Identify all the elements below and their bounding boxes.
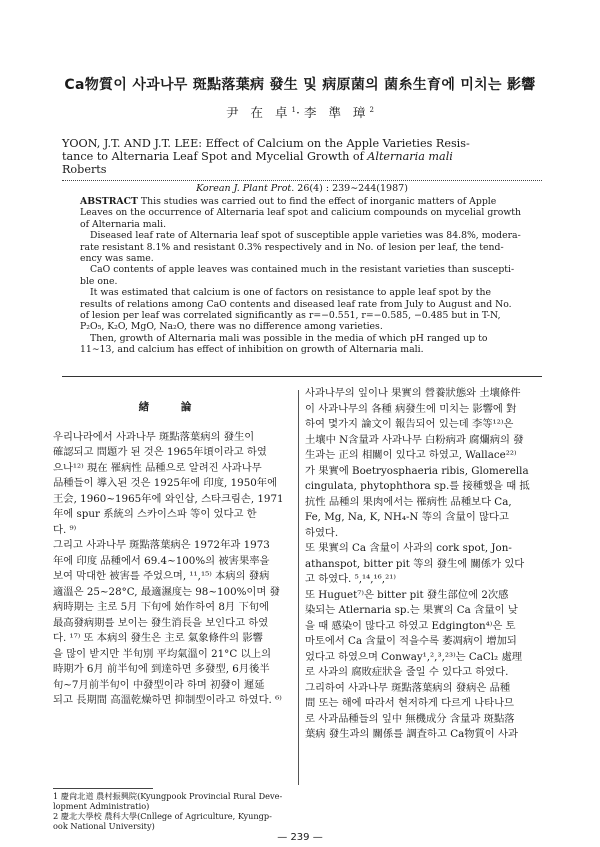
body-line: 고 하였다. ⁵,¹⁴,¹⁶,²¹⁾ [305, 573, 396, 585]
divider [62, 376, 542, 377]
body-line: 로 사과의 腐敗症狀을 줄일 수 있다고 하였다. [305, 666, 509, 678]
abstract-line: CaO contents of apple leaves was contained much in the resistant varieties than suscepti- [90, 264, 515, 276]
body-line: 抗性 品種의 果肉에서는 罹病性 品種보다 Ca, [305, 495, 512, 508]
english-title-line: YOON, J.T. AND J.T. LEE: Effect of Calcium on the Apple Varieties Resis- [62, 137, 470, 150]
english-title-line: tance to Alternaria Leaf Spot and Mycelial Growth of Alternaria mali [62, 150, 453, 163]
abstract-line: Diseased leaf rate of Alternaria leaf spot of susceptible apple varieties was 84.8%, modera- [90, 230, 521, 242]
body-line: 마토에서 Ca 含量이 적을수록 萎凋病이 增加되 [305, 635, 517, 647]
body-line: 葉病 發生과의 關係를 調査하고 Ca物質이 사과 [305, 728, 518, 740]
author-lee-affil: 2 [369, 105, 374, 114]
body-line: 年에 spur 系統의 스카이스파 等이 었다고 한 [53, 508, 257, 520]
divider [62, 180, 542, 181]
footnote-line: 1 慶尙北道 農村振興院(Kyungpook Provincial Rural Deve- [53, 791, 283, 801]
article-title: Ca物質이 사과나무 斑點落葉病 發生 및 病原菌의 菌糸生育에 미치는 影響 [64, 77, 536, 93]
journal-citation: Korean J. Plant Prot. 26(4) : 239∼244(1987) [196, 183, 408, 194]
body-line: 旬∼7月前半旬이 中發型이라 하며 初發이 遲延 [53, 678, 265, 691]
body-line: 가 果實에 Boetryosphaeria ribis, Glomerella [305, 464, 529, 477]
author-yoon-affil: 1 [291, 105, 296, 114]
body-line: Fe, Mg, Na, K, NH₄-N 等의 含量이 많다고 [305, 511, 509, 523]
body-line: 을 때 感染이 많다고 하였고 Edgington⁴⁾은 토 [305, 619, 516, 632]
abstract-line: rate resistant 8.1% and resistant 0.3% respectively and in No. of lesion per leaf, the tend- [80, 241, 504, 253]
body-line: 하여 몇가지 論文이 報告되어 있는데 李等¹²⁾은 [305, 418, 514, 430]
body-line: 生과는 正의 相關이 있다고 하였고, Wallace²²⁾ [305, 449, 517, 461]
body-line: 品種들이 導入된 것은 1925年에 印度, 1950年에 [53, 477, 278, 489]
body-line: 土壤中 N含量과 사과나무 白粉病과 腐爛病의 發 [305, 433, 524, 446]
body-line: athanspot, bitter pit 等의 發生에 關係가 있다 [305, 557, 525, 570]
abstract-line: of lesion per leaf was correlated significantly as r=−0.551, r=−0.585, −0.485 but in T-N, [80, 310, 501, 322]
body-line: cingulata, phytophthora sp.를 接種했을 때 抵 [305, 480, 530, 492]
body-line: 보여 막대한 被害를 주었으며, ¹¹,¹⁵⁾ 本病의 發病 [53, 570, 270, 582]
body-line: 다. ⁹⁾ [53, 523, 77, 536]
body-line: 으나¹²⁾ 現在 罹病性 品種으로 알려진 사과나무 [53, 461, 262, 474]
abstract-line: ency was same. [80, 253, 154, 265]
body-line: 우리나라에서 사과나무 斑點落葉病의 發生이 [53, 430, 255, 443]
body-line: 었다고 하였으며 Conway¹,²,³,²³⁾는 CaCl₂ 處理 [305, 650, 523, 663]
abstract-line: ABSTRACT This studies was carried out to find the effect of inorganic matters of Apple [80, 196, 497, 207]
authors [0, 103, 600, 121]
body-line: 王会, 1960∼1965年에 와인삽, 스타크림손, 1971 [53, 492, 284, 505]
author-lee: 李 準 璋 [303, 105, 370, 120]
body-line: 適溫은 25∼28°C, 最適濕度는 98∼100%이며 發 [53, 585, 280, 598]
body-line: 되고 長期間 高溫乾燥하면 抑制型이라고 하였다. ⁶⁾ [53, 694, 282, 706]
body-line: 그리하여 사과나무 斑點落葉病의 發病은 品種 [305, 681, 511, 694]
page-number: — 239 — [277, 832, 323, 843]
footnote-line: lopment Administratio) [53, 801, 150, 811]
species-name: Alternaria mali [367, 150, 453, 163]
body-line: 또 Huguet⁷⁾은 bitter pit 發生部位에 2次感 [305, 588, 509, 601]
body-line: 染되는 Atlernaria sp.는 果實의 Ca 含量이 낮 [305, 604, 518, 616]
abstract-line: P₂O₅, K₂O, MgO, Na₂O, there was no difference among varieties. [80, 321, 383, 333]
abstract-line: results of relations among CaO contents and diseased leaf rate from July to August and No. [80, 298, 512, 310]
body-line: 病時期는 主로 5月 下旬에 始作하여 8月 下旬에 [53, 601, 269, 613]
body-line: 사과나무의 잎이나 果實의 營養狀態와 土壤條件 [305, 387, 521, 399]
english-title [62, 137, 562, 176]
footnote-divider [53, 788, 153, 789]
english-title-line: Roberts [62, 163, 107, 176]
abstract [80, 196, 545, 356]
author-yoon: 尹 在 卓 [226, 105, 292, 120]
body-line: 最高發病期를 보이는 發生消長을 보인다고 하였 [53, 616, 269, 629]
body-line: 그리고 사과나무 斑點落葉病은 1972年과 1973 [53, 539, 270, 551]
footnote-line: 2 慶北大學校 農科大學(Cnllege of Agriculture, Kyungp- [53, 811, 272, 821]
section-heading: 緖 論 [138, 401, 206, 413]
abstract-line: Then, growth of Alternaria mali was possible in the media of which pH ranged up to [90, 332, 488, 344]
body-line: 間 또는 해에 따라서 현저하게 다르게 나타나므 [305, 697, 514, 709]
footnote-line: ook National University) [53, 821, 155, 831]
abstract-line: of Alternaria mali. [80, 218, 167, 230]
abstract-line: ble one. [80, 275, 118, 287]
left-column [53, 400, 291, 709]
abstract-line: Leaves on the occurrence of Alternaria leaf spot and calicium compounds on mycelial growth [80, 207, 521, 219]
abstract-line: It was estimated that calcium is one of factors on resistance to apple leaf spot by the [90, 287, 492, 299]
body-line: 年에 印度 品種에서 69.4∼100%의 被害果率을 [53, 554, 270, 567]
body-line: 確認되고 問題가 된 것은 1965年頃이라고 하였 [53, 446, 267, 458]
body-line: 이 사과나무의 各種 病發生에 미치는 影響에 對 [305, 402, 517, 415]
body-line: 을 많이 받지만 半旬別 平均氣溫이 21°C 以上의 [53, 647, 272, 660]
abstract-line: 11∼13, and calcium has effect of inhibition on growth of Alternaria mali. [80, 344, 424, 356]
footnotes [53, 791, 293, 831]
body-line: 時期가 6月 前半旬에 到達하면 多發型, 6月後半 [53, 663, 270, 675]
abstract-label: ABSTRACT [80, 196, 138, 207]
author-separator: · [296, 105, 304, 120]
body-line: 다. ¹⁷⁾ 또 本病의 發生은 主로 氣象條件의 影響 [53, 632, 263, 644]
body-line: 또 果實의 Ca 含量이 사과의 cork spot, Jon- [305, 542, 512, 554]
body-line: 로 사과品種들의 잎中 無機成分 含量과 斑點落 [305, 712, 515, 725]
body-line: 하였다. [305, 526, 339, 539]
column-divider [298, 390, 299, 785]
right-column [305, 386, 545, 743]
